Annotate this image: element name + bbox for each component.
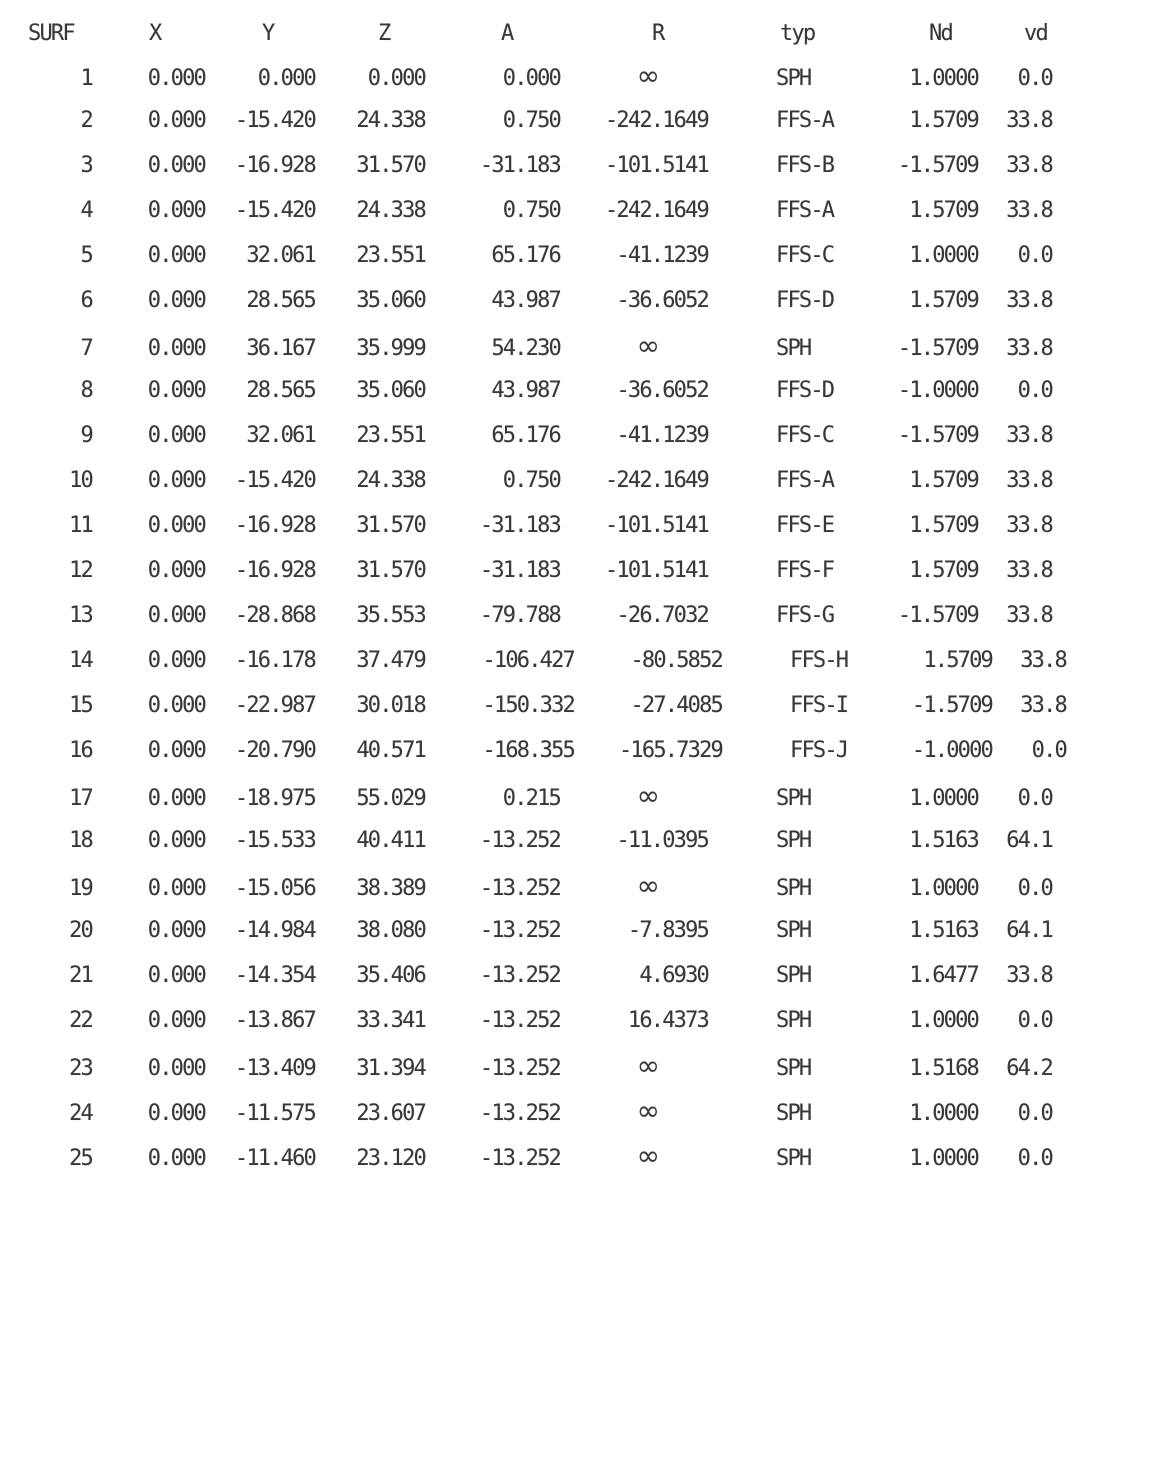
cell-a: -168.355 bbox=[482, 738, 574, 763]
cell-vd: 33.8 bbox=[1006, 288, 1052, 313]
cell-a: 65.176 bbox=[491, 243, 560, 268]
cell-surf: 9 bbox=[80, 423, 92, 448]
cell-typ: SPH bbox=[776, 1008, 811, 1033]
cell-r: -41.1239 bbox=[616, 243, 708, 268]
cell-z: 35.406 bbox=[356, 963, 425, 988]
column-header-y: Y bbox=[262, 21, 274, 46]
cell-a: -13.252 bbox=[479, 828, 560, 853]
cell-a: -31.183 bbox=[479, 558, 560, 583]
cell-a: 0.000 bbox=[502, 66, 560, 91]
cell-x: 0.000 bbox=[147, 198, 205, 223]
cell-nd: 1.5709 bbox=[909, 468, 978, 493]
cell-z: 38.389 bbox=[356, 876, 425, 901]
cell-z: 23.551 bbox=[356, 243, 425, 268]
cell-y: -15.420 bbox=[234, 468, 315, 493]
cell-vd: 0.0 bbox=[1017, 1146, 1052, 1171]
column-header-typ: typ bbox=[780, 21, 815, 46]
cell-nd: -1.5709 bbox=[897, 153, 978, 178]
cell-z: 35.999 bbox=[356, 336, 425, 361]
cell-r: -26.7032 bbox=[616, 603, 708, 628]
cell-z: 31.570 bbox=[356, 513, 425, 538]
cell-x: 0.000 bbox=[147, 1101, 205, 1126]
cell-z: 35.553 bbox=[356, 603, 425, 628]
cell-a: -13.252 bbox=[479, 1101, 560, 1126]
cell-x: 0.000 bbox=[147, 963, 205, 988]
cell-typ: SPH bbox=[776, 828, 811, 853]
column-header-nd: Nd bbox=[929, 21, 952, 46]
cell-y: 32.061 bbox=[246, 423, 315, 448]
cell-r: ∞ bbox=[636, 869, 660, 902]
cell-z: 40.411 bbox=[356, 828, 425, 853]
cell-y: -13.867 bbox=[234, 1008, 315, 1033]
table-row bbox=[0, 53, 1173, 98]
cell-surf: 13 bbox=[69, 603, 92, 628]
cell-a: 0.750 bbox=[502, 468, 560, 493]
cell-x: 0.000 bbox=[147, 66, 205, 91]
cell-x: 0.000 bbox=[147, 603, 205, 628]
cell-surf: 16 bbox=[69, 738, 92, 763]
table-row bbox=[0, 143, 1173, 188]
cell-surf: 2 bbox=[80, 108, 92, 133]
cell-x: 0.000 bbox=[147, 108, 205, 133]
cell-x: 0.000 bbox=[147, 876, 205, 901]
cell-typ: SPH bbox=[776, 918, 811, 943]
cell-z: 30.018 bbox=[356, 693, 425, 718]
table-row bbox=[0, 1088, 1173, 1133]
cell-r: -36.6052 bbox=[616, 288, 708, 313]
cell-y: -22.987 bbox=[234, 693, 315, 718]
cell-vd: 33.8 bbox=[1020, 648, 1066, 673]
table-row bbox=[0, 638, 1173, 683]
cell-a: 54.230 bbox=[491, 336, 560, 361]
cell-surf: 12 bbox=[69, 558, 92, 583]
cell-typ: FFS-A bbox=[776, 108, 834, 133]
cell-surf: 22 bbox=[69, 1008, 92, 1033]
cell-r: -27.4085 bbox=[630, 693, 722, 718]
cell-nd: 1.0000 bbox=[909, 1008, 978, 1033]
cell-z: 31.570 bbox=[356, 153, 425, 178]
cell-x: 0.000 bbox=[147, 1008, 205, 1033]
cell-vd: 33.8 bbox=[1006, 558, 1052, 583]
cell-y: 36.167 bbox=[246, 336, 315, 361]
cell-nd: 1.5709 bbox=[909, 198, 978, 223]
cell-vd: 64.1 bbox=[1006, 918, 1052, 943]
table-row bbox=[0, 413, 1173, 458]
cell-surf: 23 bbox=[69, 1056, 92, 1081]
cell-a: 65.176 bbox=[491, 423, 560, 448]
table-row bbox=[0, 278, 1173, 323]
cell-typ: SPH bbox=[776, 1056, 811, 1081]
cell-y: -16.928 bbox=[234, 153, 315, 178]
cell-z: 31.570 bbox=[356, 558, 425, 583]
cell-typ: SPH bbox=[776, 1101, 811, 1126]
cell-y: -15.533 bbox=[234, 828, 315, 853]
table-row bbox=[0, 233, 1173, 278]
column-header-a: A bbox=[501, 21, 513, 46]
cell-surf: 21 bbox=[69, 963, 92, 988]
cell-y: 0.000 bbox=[257, 66, 315, 91]
cell-r: -41.1239 bbox=[616, 423, 708, 448]
cell-vd: 0.0 bbox=[1017, 876, 1052, 901]
cell-y: 28.565 bbox=[246, 288, 315, 313]
table-row bbox=[0, 728, 1173, 773]
cell-surf: 6 bbox=[80, 288, 92, 313]
cell-x: 0.000 bbox=[147, 468, 205, 493]
cell-nd: -1.5709 bbox=[897, 423, 978, 448]
cell-nd: -1.5709 bbox=[897, 603, 978, 628]
cell-vd: 33.8 bbox=[1006, 198, 1052, 223]
cell-y: -15.420 bbox=[234, 108, 315, 133]
cell-x: 0.000 bbox=[147, 828, 205, 853]
cell-x: 0.000 bbox=[147, 513, 205, 538]
cell-nd: 1.0000 bbox=[909, 876, 978, 901]
cell-r: ∞ bbox=[636, 329, 660, 362]
cell-r: ∞ bbox=[636, 59, 660, 92]
cell-vd: 64.2 bbox=[1006, 1056, 1052, 1081]
cell-z: 55.029 bbox=[356, 786, 425, 811]
cell-z: 35.060 bbox=[356, 288, 425, 313]
table-row bbox=[0, 548, 1173, 593]
cell-typ: FFS-D bbox=[776, 378, 834, 403]
cell-typ: FFS-E bbox=[776, 513, 834, 538]
cell-nd: 1.5709 bbox=[909, 513, 978, 538]
cell-surf: 4 bbox=[80, 198, 92, 223]
cell-r: -242.1649 bbox=[604, 198, 708, 223]
cell-nd: 1.5163 bbox=[909, 828, 978, 853]
cell-vd: 33.8 bbox=[1020, 693, 1066, 718]
table-row bbox=[0, 368, 1173, 413]
cell-x: 0.000 bbox=[147, 918, 205, 943]
cell-vd: 33.8 bbox=[1006, 513, 1052, 538]
cell-x: 0.000 bbox=[147, 153, 205, 178]
cell-vd: 33.8 bbox=[1006, 336, 1052, 361]
cell-x: 0.000 bbox=[147, 423, 205, 448]
table-header-row bbox=[0, 18, 1173, 50]
cell-r: 4.6930 bbox=[639, 963, 708, 988]
cell-vd: 0.0 bbox=[1031, 738, 1066, 763]
cell-z: 40.571 bbox=[356, 738, 425, 763]
cell-vd: 64.1 bbox=[1006, 828, 1052, 853]
cell-y: -15.420 bbox=[234, 198, 315, 223]
table-row bbox=[0, 863, 1173, 908]
cell-nd: 1.0000 bbox=[909, 1101, 978, 1126]
cell-surf: 20 bbox=[69, 918, 92, 943]
table-row bbox=[0, 188, 1173, 233]
cell-x: 0.000 bbox=[147, 336, 205, 361]
table-row bbox=[0, 503, 1173, 548]
cell-x: 0.000 bbox=[147, 288, 205, 313]
cell-r: -11.0395 bbox=[616, 828, 708, 853]
cell-x: 0.000 bbox=[147, 786, 205, 811]
cell-x: 0.000 bbox=[147, 693, 205, 718]
cell-x: 0.000 bbox=[147, 1146, 205, 1171]
cell-a: 0.750 bbox=[502, 198, 560, 223]
cell-a: 0.750 bbox=[502, 108, 560, 133]
cell-typ: SPH bbox=[776, 963, 811, 988]
column-header-surf: SURF bbox=[28, 21, 74, 46]
cell-nd: 1.5709 bbox=[923, 648, 992, 673]
cell-nd: 1.5163 bbox=[909, 918, 978, 943]
cell-z: 23.607 bbox=[356, 1101, 425, 1126]
column-header-z: Z bbox=[378, 21, 390, 46]
cell-surf: 17 bbox=[69, 786, 92, 811]
cell-typ: SPH bbox=[776, 876, 811, 901]
cell-surf: 25 bbox=[69, 1146, 92, 1171]
cell-vd: 0.0 bbox=[1017, 1008, 1052, 1033]
table-row bbox=[0, 98, 1173, 143]
cell-y: -15.056 bbox=[234, 876, 315, 901]
cell-y: -13.409 bbox=[234, 1056, 315, 1081]
cell-y: -18.975 bbox=[234, 786, 315, 811]
table-row bbox=[0, 1043, 1173, 1088]
cell-x: 0.000 bbox=[147, 243, 205, 268]
cell-typ: FFS-J bbox=[790, 738, 848, 763]
table-row bbox=[0, 953, 1173, 998]
cell-vd: 33.8 bbox=[1006, 468, 1052, 493]
cell-surf: 14 bbox=[69, 648, 92, 673]
cell-surf: 7 bbox=[80, 336, 92, 361]
cell-r: -80.5852 bbox=[630, 648, 722, 673]
cell-x: 0.000 bbox=[147, 558, 205, 583]
cell-x: 0.000 bbox=[147, 648, 205, 673]
cell-surf: 24 bbox=[69, 1101, 92, 1126]
table-row bbox=[0, 998, 1173, 1043]
cell-typ: FFS-B bbox=[776, 153, 834, 178]
cell-r: -101.5141 bbox=[604, 513, 708, 538]
cell-a: -13.252 bbox=[479, 963, 560, 988]
cell-y: -14.354 bbox=[234, 963, 315, 988]
cell-vd: 33.8 bbox=[1006, 423, 1052, 448]
cell-y: -16.928 bbox=[234, 513, 315, 538]
cell-typ: FFS-C bbox=[776, 423, 834, 448]
cell-a: -31.183 bbox=[479, 513, 560, 538]
cell-y: -16.928 bbox=[234, 558, 315, 583]
cell-z: 24.338 bbox=[356, 198, 425, 223]
cell-y: -11.575 bbox=[234, 1101, 315, 1126]
cell-vd: 0.0 bbox=[1017, 243, 1052, 268]
cell-surf: 8 bbox=[80, 378, 92, 403]
column-header-x: X bbox=[149, 21, 161, 46]
cell-z: 23.551 bbox=[356, 423, 425, 448]
table-row bbox=[0, 818, 1173, 863]
cell-a: -13.252 bbox=[479, 876, 560, 901]
cell-x: 0.000 bbox=[147, 738, 205, 763]
cell-a: -13.252 bbox=[479, 1146, 560, 1171]
table-row bbox=[0, 458, 1173, 503]
cell-typ: SPH bbox=[776, 66, 811, 91]
cell-typ: FFS-A bbox=[776, 198, 834, 223]
cell-nd: -1.5709 bbox=[911, 693, 992, 718]
cell-nd: -1.0000 bbox=[911, 738, 992, 763]
cell-surf: 19 bbox=[69, 876, 92, 901]
cell-typ: FFS-A bbox=[776, 468, 834, 493]
cell-surf: 1 bbox=[80, 66, 92, 91]
table-row bbox=[0, 908, 1173, 953]
cell-a: -79.788 bbox=[479, 603, 560, 628]
cell-nd: 1.5709 bbox=[909, 108, 978, 133]
cell-typ: FFS-I bbox=[790, 693, 848, 718]
cell-surf: 5 bbox=[80, 243, 92, 268]
cell-typ: SPH bbox=[776, 1146, 811, 1171]
cell-r: -36.6052 bbox=[616, 378, 708, 403]
table-row bbox=[0, 1133, 1173, 1178]
cell-r: -165.7329 bbox=[618, 738, 722, 763]
table-row bbox=[0, 683, 1173, 728]
cell-nd: 1.0000 bbox=[909, 66, 978, 91]
table-body bbox=[0, 53, 1173, 1178]
cell-r: 16.4373 bbox=[627, 1008, 708, 1033]
cell-x: 0.000 bbox=[147, 378, 205, 403]
cell-z: 23.120 bbox=[356, 1146, 425, 1171]
cell-r: ∞ bbox=[636, 779, 660, 812]
cell-y: -16.178 bbox=[234, 648, 315, 673]
cell-r: -101.5141 bbox=[604, 153, 708, 178]
cell-r: -242.1649 bbox=[604, 468, 708, 493]
cell-surf: 11 bbox=[69, 513, 92, 538]
cell-nd: 1.0000 bbox=[909, 786, 978, 811]
cell-r: -242.1649 bbox=[604, 108, 708, 133]
cell-z: 24.338 bbox=[356, 468, 425, 493]
cell-typ: SPH bbox=[776, 336, 811, 361]
column-header-r: R bbox=[652, 21, 664, 46]
cell-vd: 0.0 bbox=[1017, 378, 1052, 403]
cell-nd: -1.0000 bbox=[897, 378, 978, 403]
cell-a: 0.215 bbox=[502, 786, 560, 811]
cell-a: -150.332 bbox=[482, 693, 574, 718]
cell-nd: 1.5168 bbox=[909, 1056, 978, 1081]
cell-nd: 1.5709 bbox=[909, 558, 978, 583]
cell-y: -28.868 bbox=[234, 603, 315, 628]
cell-y: -20.790 bbox=[234, 738, 315, 763]
column-header-vd: vd bbox=[1024, 21, 1047, 46]
cell-r: -101.5141 bbox=[604, 558, 708, 583]
cell-x: 0.000 bbox=[147, 1056, 205, 1081]
cell-surf: 18 bbox=[69, 828, 92, 853]
cell-y: -11.460 bbox=[234, 1146, 315, 1171]
table-row bbox=[0, 323, 1173, 368]
cell-a: 43.987 bbox=[491, 288, 560, 313]
table-row bbox=[0, 593, 1173, 638]
cell-y: 32.061 bbox=[246, 243, 315, 268]
cell-a: -31.183 bbox=[479, 153, 560, 178]
cell-vd: 33.8 bbox=[1006, 108, 1052, 133]
cell-typ: SPH bbox=[776, 786, 811, 811]
cell-vd: 0.0 bbox=[1017, 786, 1052, 811]
cell-r: -7.8395 bbox=[627, 918, 708, 943]
cell-z: 24.338 bbox=[356, 108, 425, 133]
cell-nd: -1.5709 bbox=[897, 336, 978, 361]
cell-typ: FFS-D bbox=[776, 288, 834, 313]
cell-surf: 3 bbox=[80, 153, 92, 178]
cell-surf: 15 bbox=[69, 693, 92, 718]
cell-vd: 33.8 bbox=[1006, 153, 1052, 178]
cell-surf: 10 bbox=[69, 468, 92, 493]
cell-z: 35.060 bbox=[356, 378, 425, 403]
cell-y: 28.565 bbox=[246, 378, 315, 403]
cell-y: -14.984 bbox=[234, 918, 315, 943]
cell-r: ∞ bbox=[636, 1094, 660, 1127]
cell-nd: 1.0000 bbox=[909, 243, 978, 268]
cell-z: 0.000 bbox=[367, 66, 425, 91]
cell-a: -13.252 bbox=[479, 1008, 560, 1033]
cell-z: 31.394 bbox=[356, 1056, 425, 1081]
cell-nd: 1.5709 bbox=[909, 288, 978, 313]
cell-z: 38.080 bbox=[356, 918, 425, 943]
cell-vd: 33.8 bbox=[1006, 603, 1052, 628]
cell-vd: 0.0 bbox=[1017, 66, 1052, 91]
cell-r: ∞ bbox=[636, 1049, 660, 1082]
cell-a: 43.987 bbox=[491, 378, 560, 403]
cell-a: -13.252 bbox=[479, 918, 560, 943]
cell-typ: FFS-C bbox=[776, 243, 834, 268]
cell-vd: 33.8 bbox=[1006, 963, 1052, 988]
cell-nd: 1.6477 bbox=[909, 963, 978, 988]
cell-z: 33.341 bbox=[356, 1008, 425, 1033]
cell-a: -106.427 bbox=[482, 648, 574, 673]
cell-typ: FFS-G bbox=[776, 603, 834, 628]
table-row bbox=[0, 773, 1173, 818]
cell-z: 37.479 bbox=[356, 648, 425, 673]
cell-r: ∞ bbox=[636, 1139, 660, 1172]
cell-typ: FFS-F bbox=[776, 558, 834, 583]
cell-typ: FFS-H bbox=[790, 648, 848, 673]
cell-nd: 1.0000 bbox=[909, 1146, 978, 1171]
cell-vd: 0.0 bbox=[1017, 1101, 1052, 1126]
cell-a: -13.252 bbox=[479, 1056, 560, 1081]
